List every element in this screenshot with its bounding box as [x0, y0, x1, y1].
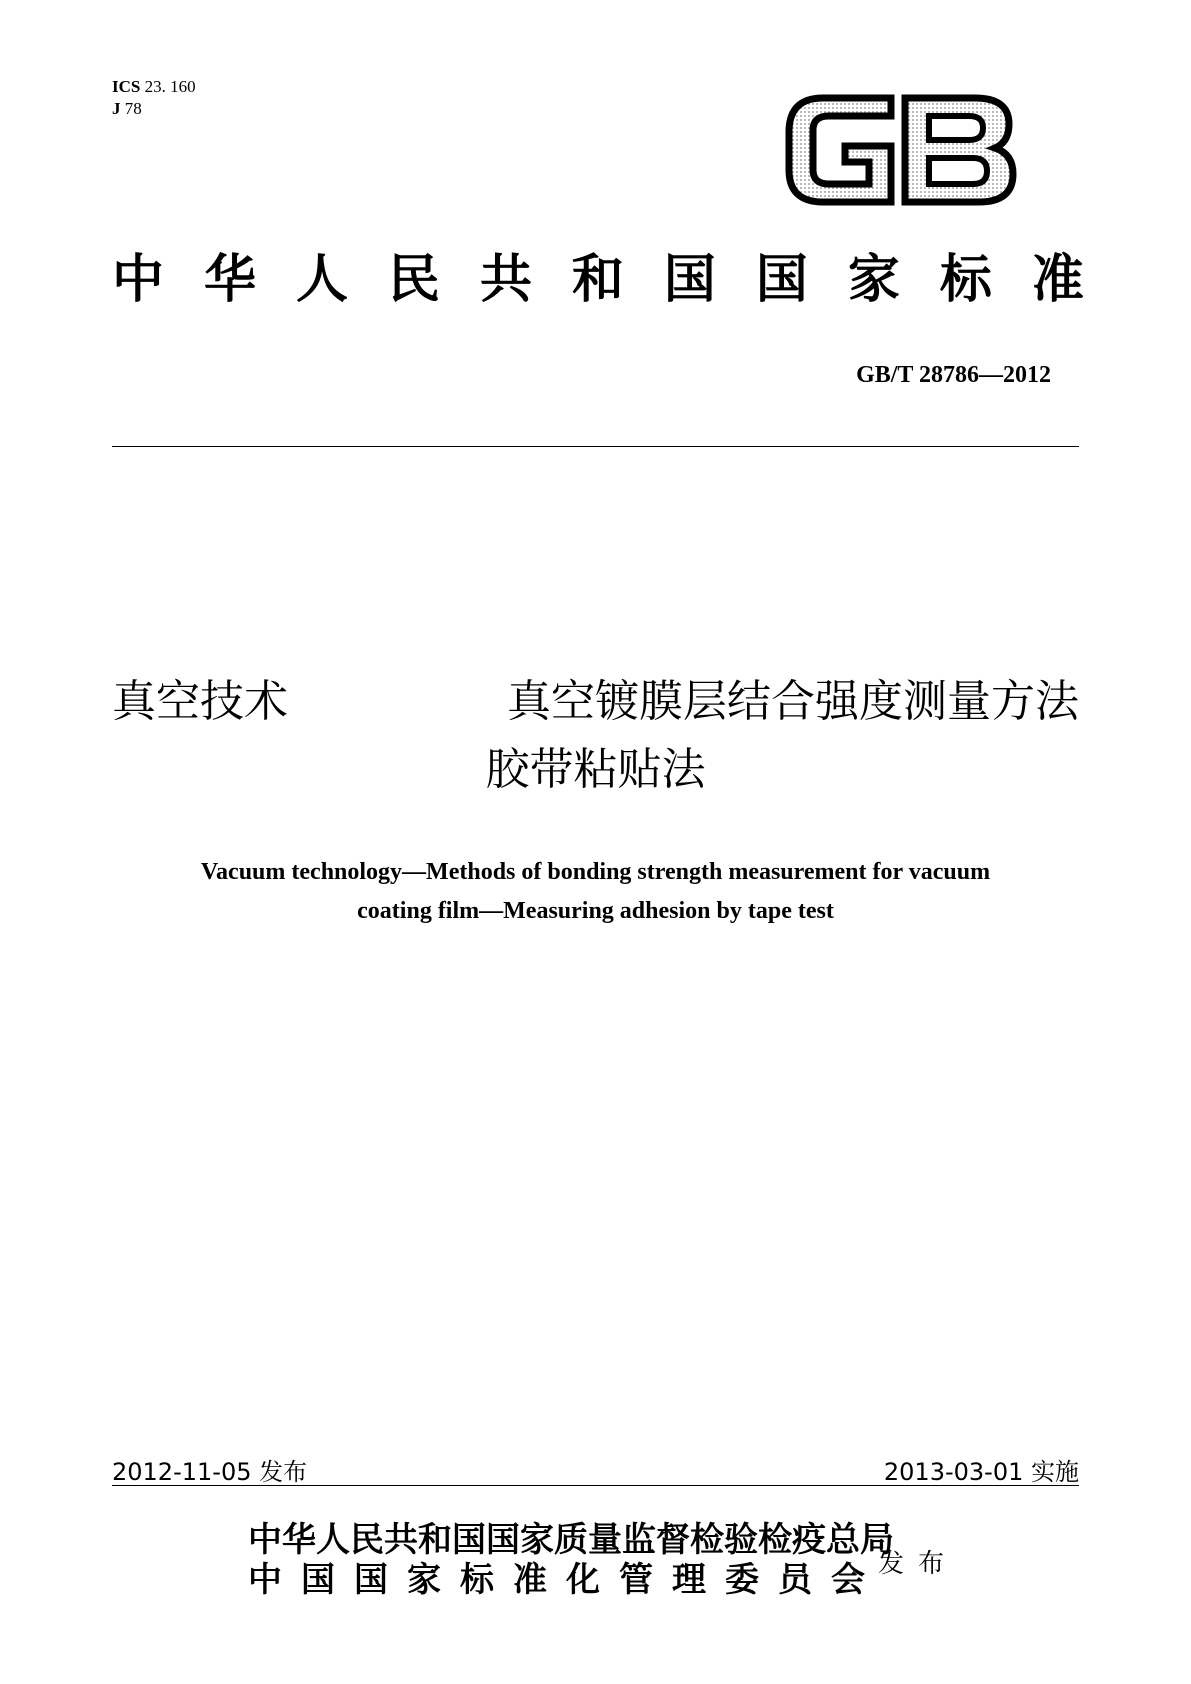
english-title	[112, 853, 1079, 931]
national-title-char: 共	[479, 250, 532, 310]
chinese-title-line-2: 胶带粘贴法	[485, 744, 706, 795]
issuer-aqsiq: 中华人民共和国国家质量监督检验检疫总局	[248, 1520, 894, 1560]
issuer-sac: 中国国家标准化管理委员会	[248, 1560, 884, 1600]
chinese-title-line-1	[112, 668, 1079, 736]
classification-codes	[112, 76, 196, 120]
national-title-char: 华	[203, 250, 256, 310]
national-title-char: 国	[663, 250, 716, 310]
ccs-code: 78	[124, 99, 142, 118]
national-title-char: 准	[1031, 250, 1084, 310]
ics-label: ICS	[112, 77, 141, 96]
issue-date: 2012-11-05 发布	[112, 1458, 308, 1486]
national-title-char: 民	[387, 250, 440, 310]
ics-line	[112, 76, 196, 98]
chinese-title-part-2: 真空镀膜层结合强度测量方法	[507, 676, 1079, 727]
standard-number: GB/T 28786—2012	[856, 362, 1051, 388]
implementation-date: 2013-03-01 实施	[883, 1458, 1079, 1486]
national-title-char: 和	[571, 250, 624, 310]
national-title-char: 中	[112, 250, 165, 310]
issuing-authorities	[248, 1520, 894, 1600]
ics-code: 23. 160	[144, 77, 196, 96]
header-divider	[112, 446, 1079, 447]
issue-word: 发布	[878, 1549, 959, 1579]
english-title-line-1: Vacuum technology—Methods of bonding strength measurement for vacuum	[200, 859, 991, 885]
national-title-char: 标	[939, 250, 992, 310]
national-title-char: 人	[295, 250, 348, 310]
national-standard-title	[112, 248, 1084, 312]
chinese-title	[112, 668, 1079, 804]
ccs-label: J	[112, 99, 121, 118]
national-title-char: 家	[847, 250, 900, 310]
gb-logo	[783, 90, 1018, 210]
national-title-char: 国	[755, 250, 808, 310]
footer-divider	[112, 1485, 1079, 1486]
english-title-line-2: coating film—Measuring adhesion by tape test	[357, 898, 834, 924]
ccs-line	[112, 98, 196, 120]
chinese-title-part-1: 真空技术	[112, 676, 288, 727]
